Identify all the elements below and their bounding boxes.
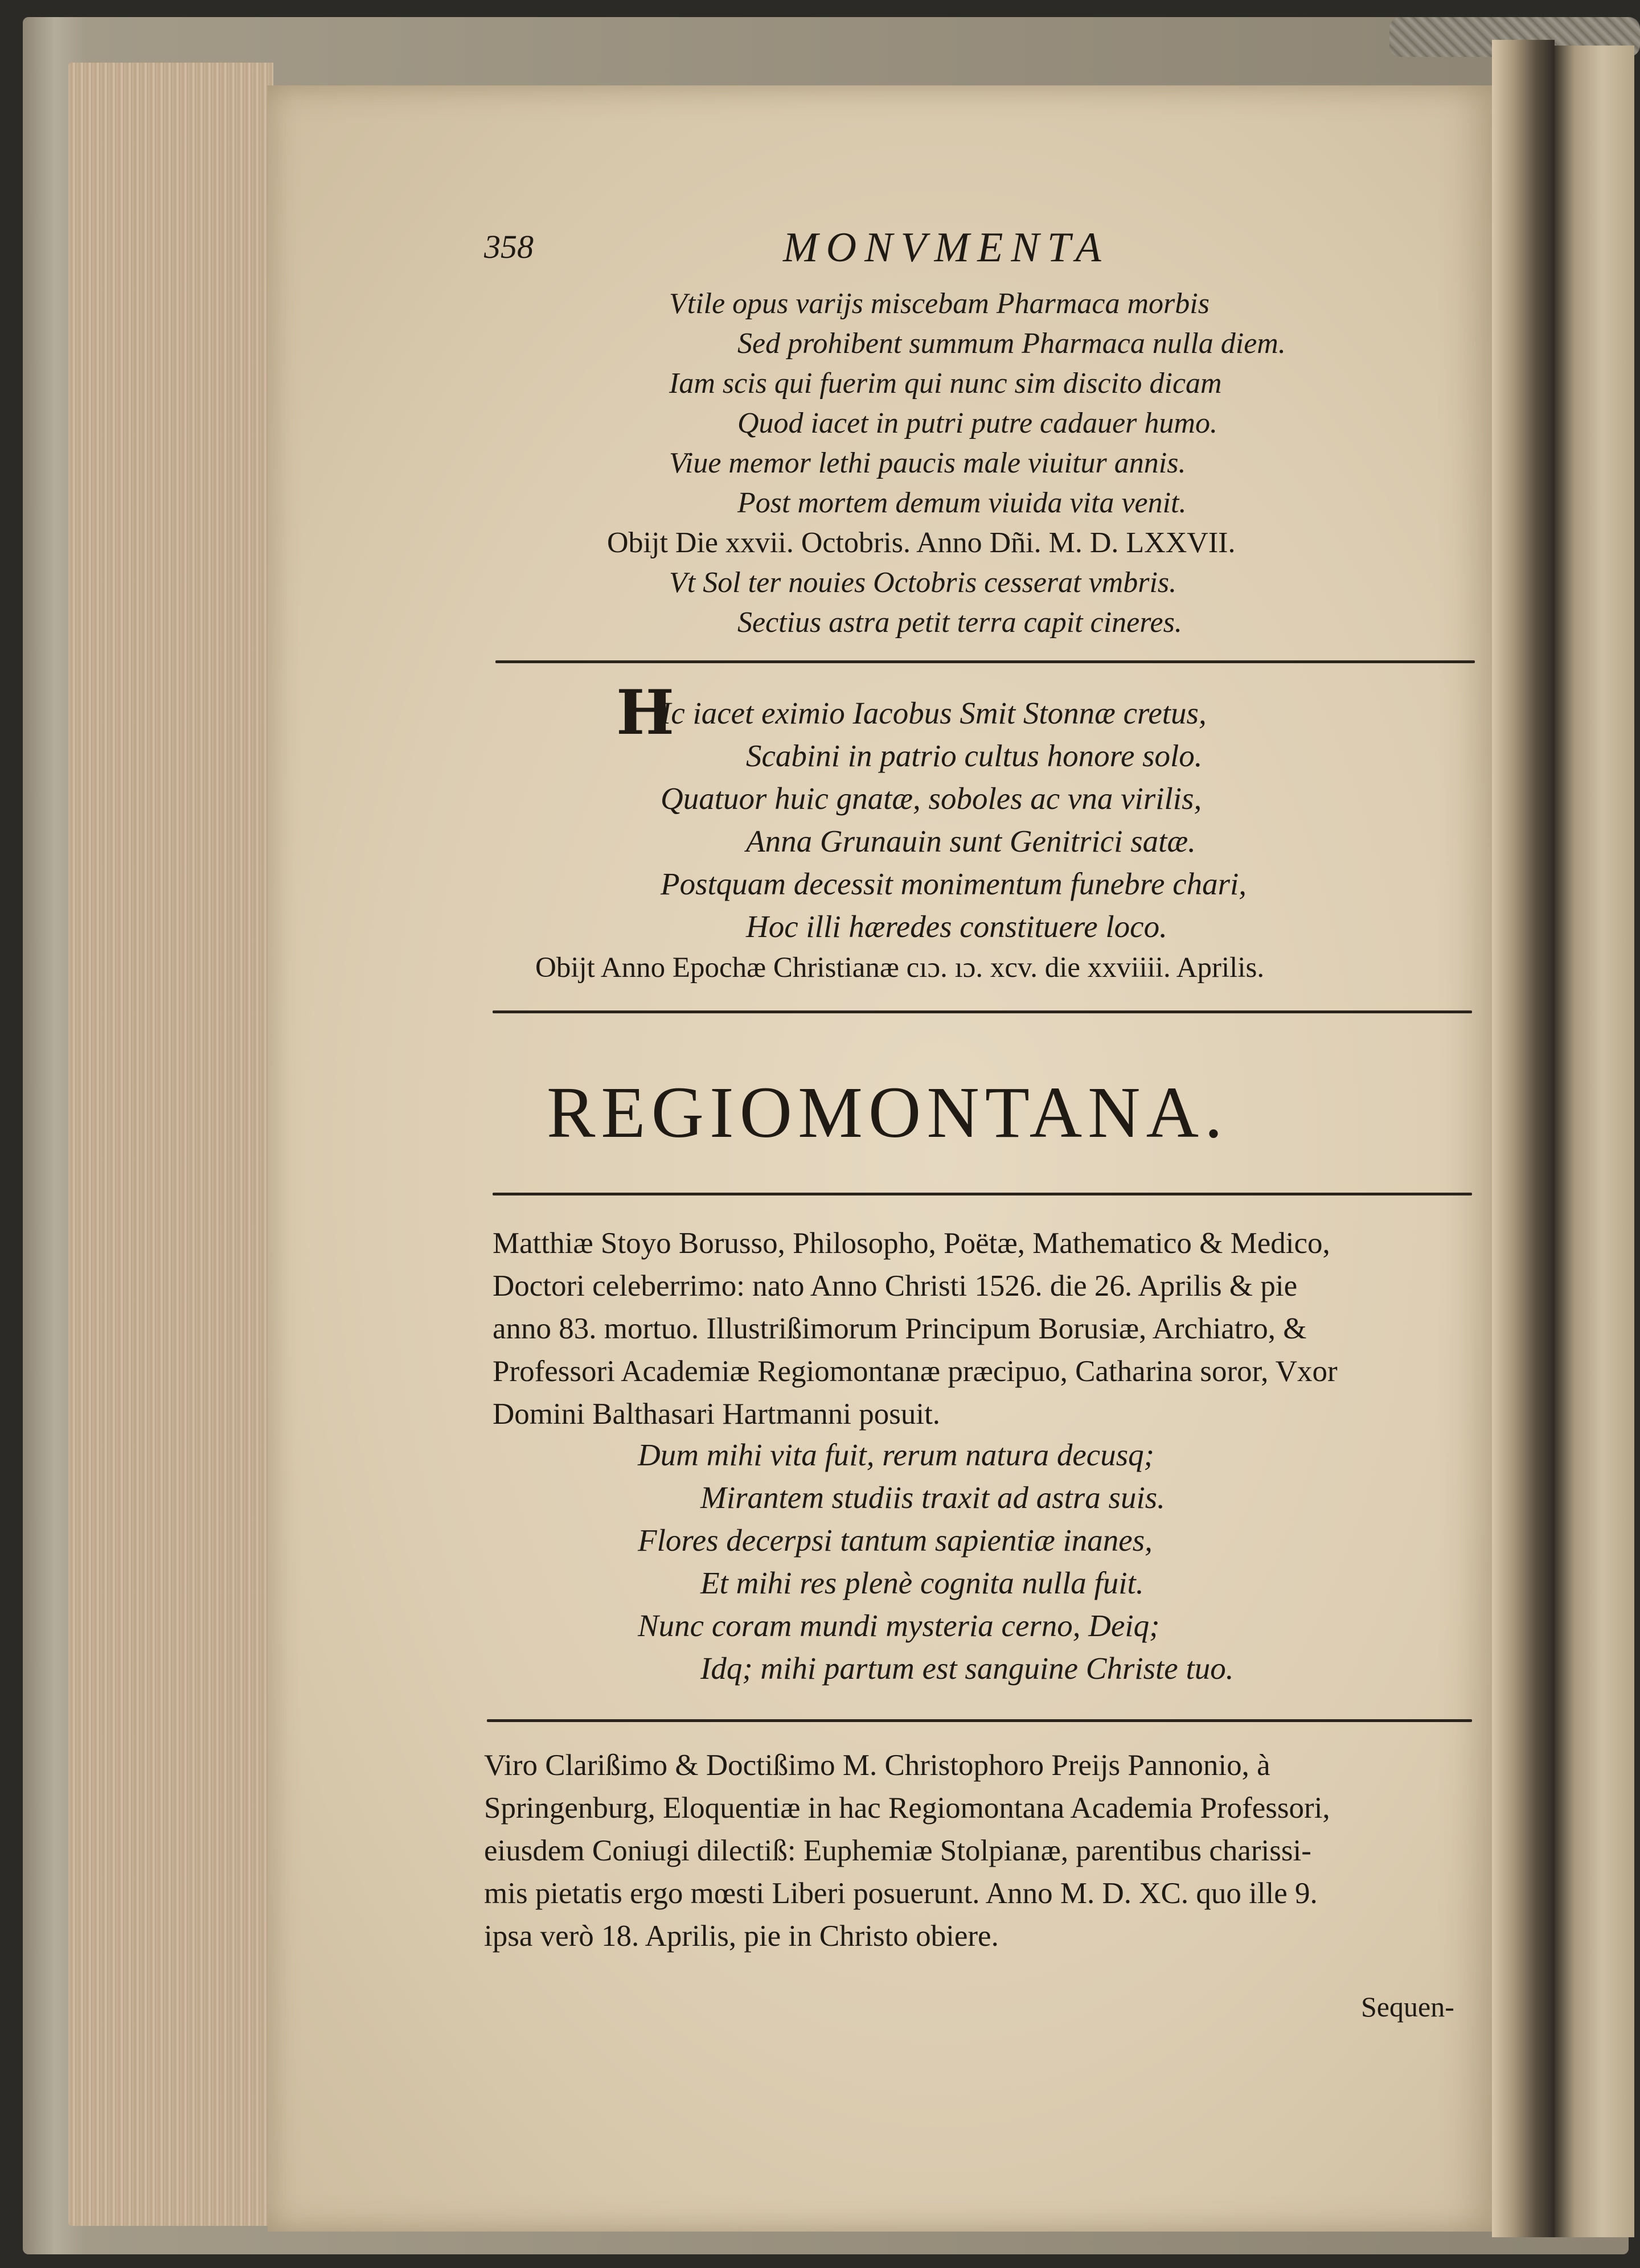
verse-line: Sectius astra petit terra capit cineres. [737, 606, 1182, 639]
prose-line: Domini Balthasari Hartmanni posuit. [493, 1398, 941, 1431]
verse-line: Scabini in patrio cultus honore solo. [746, 738, 1203, 773]
verse-line: Vt Sol ter nouies Octobris cesserat vmbris. [669, 566, 1177, 599]
prose-line: Matthiæ Stoyo Borusso, Philosopho, Poëtæ, Mathematico & Medico, [493, 1227, 1330, 1260]
section-title: REGIOMONTANA. [547, 1072, 1228, 1153]
separator-rule [495, 660, 1475, 663]
verse-line: Flores decerpsi tantum sapientiæ inanes, [638, 1523, 1153, 1558]
prose-line: anno 83. mortuo. Illustrißimorum Principum Borusiæ, Archiatro, & [493, 1312, 1307, 1345]
page-content [268, 85, 1492, 2232]
verse-line: Anna Grunauin sunt Genitrici satæ. [746, 824, 1196, 858]
separator-rule [493, 1010, 1472, 1013]
separator-rule [493, 1193, 1472, 1195]
verse-line: Postquam decessit monimentum funebre chari, [661, 866, 1247, 901]
gutter-shadow [1492, 40, 1555, 2237]
prose-line: Springenburg, Eloquentiæ in hac Regiomontana Academia Professori, [484, 1792, 1330, 1825]
verse-line: Mirantem studiis traxit ad astra suis. [700, 1480, 1165, 1515]
drop-cap: H [616, 677, 675, 749]
catchword: Sequen- [1361, 1991, 1454, 2023]
separator-rule [487, 1719, 1472, 1722]
verse-line: Post mortem demum viuida vita venit. [737, 487, 1187, 519]
date-line: Obijt Die xxvii. Octobris. Anno Dñi. M. D. LXXVII. [607, 527, 1236, 559]
facing-page-edge [1555, 46, 1634, 2237]
prose-line: ipsa verò 18. Aprilis, pie in Christo obiere. [484, 1920, 999, 1953]
verse-line: Sed prohibent summum Pharmaca nulla diem. [737, 327, 1286, 360]
prose-line: Viro Clarißimo & Doctißimo M. Christophoro Preijs Pannonio, à [484, 1749, 1270, 1782]
page-number: 358 [484, 228, 534, 265]
book-page [268, 85, 1492, 2232]
prose-line: Doctori celeberrimo: nato Anno Christi 1526. die 26. Aprilis & pie [493, 1269, 1298, 1303]
prose-line: eiusdem Coniugi dilectiß: Euphemiæ Stolpianæ, parentibus charissi- [484, 1834, 1311, 1867]
prose-line: Professori Academiæ Regiomontanæ præcipuo, Catharina soror, Vxor [493, 1355, 1338, 1388]
verse-line: Quatuor huic gnatæ, soboles ac vna virilis, [661, 781, 1202, 816]
verse-line: Nunc coram mundi mysteria cerno, Deiq; [638, 1608, 1160, 1643]
date-line: Obijt Anno Epochæ Christianæ cıɔ. ıɔ. xcv. die xxviiii. Aprilis. [535, 952, 1265, 984]
running-head: MONVMENTA [783, 224, 1109, 271]
verse-line: Ic iacet eximio Iacobus Smit Stonnæ cretus, [661, 696, 1207, 730]
verse-line: Idq; mihi partum est sanguine Christe tuo. [700, 1651, 1234, 1686]
verse-line: Quod iacet in putri putre cadauer humo. [737, 407, 1217, 439]
verse-line: Dum mihi vita fuit, rerum natura decusq; [638, 1437, 1154, 1472]
page-edges [68, 63, 273, 2226]
verse-line: Vtile opus varijs miscebam Pharmaca morbis [669, 287, 1210, 320]
verse-line: Hoc illi hæredes constituere loco. [746, 909, 1167, 944]
prose-line: mis pietatis ergo mœsti Liberi posuerunt. Anno M. D. XC. quo ille 9. [484, 1877, 1318, 1910]
verse-line: Viue memor lethi paucis male viuitur annis. [669, 447, 1186, 479]
verse-line: Iam scis qui fuerim qui nunc sim discito dicam [669, 367, 1222, 400]
verse-line: Et mihi res plenè cognita nulla fuit. [700, 1566, 1144, 1600]
